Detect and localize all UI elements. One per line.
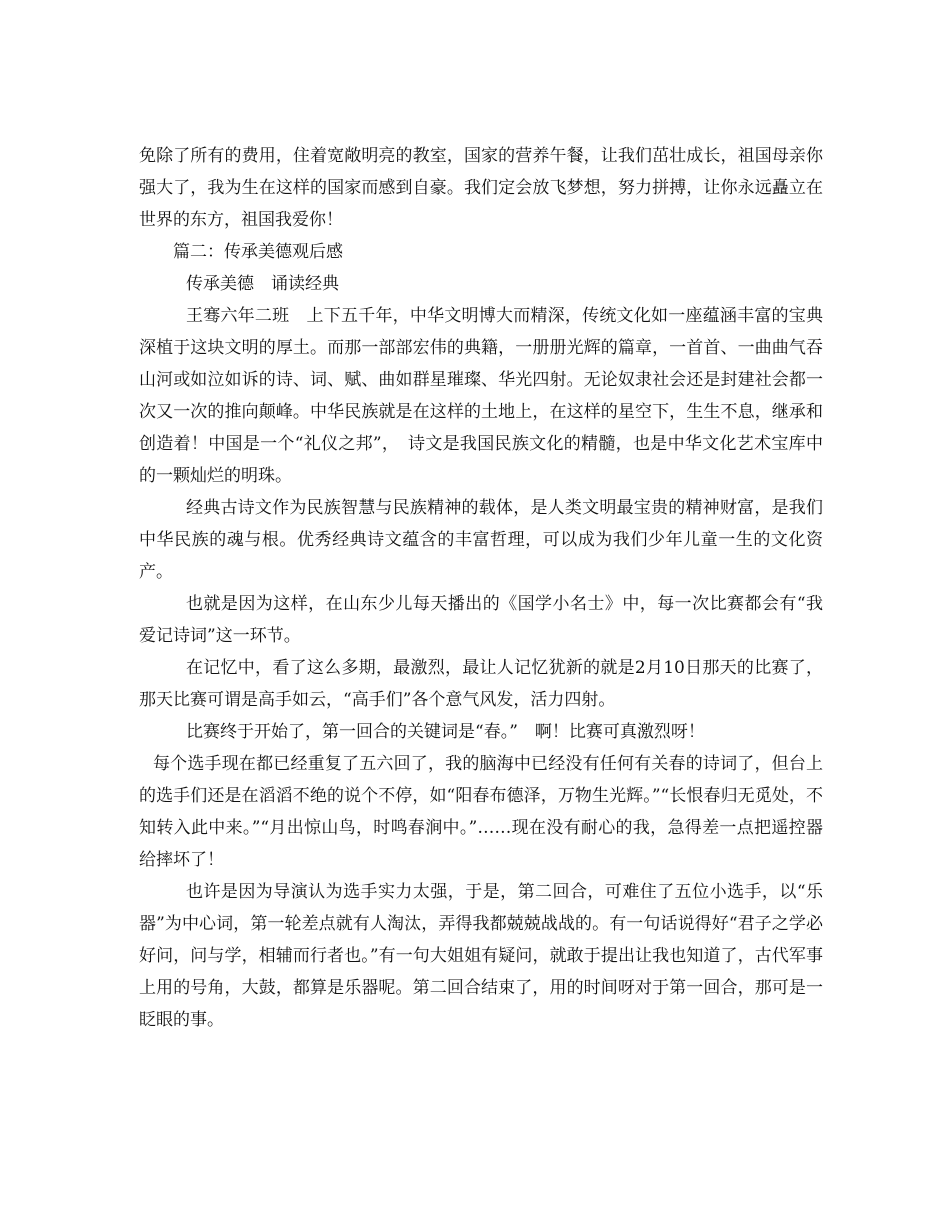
paragraph-round-one: 比赛终于开始了，第一回合的关键词是“春。” 啊！比赛可真激烈呀！ [186,722,705,742]
paragraph-intro: 王骞六年二班 上下五千年，中华文明博大而精深，传统文化如一座蕴涵丰富的宝典深植于这块文明的厚土。而那一部部宏伟的典籍，一册册光辉的篇章，一首首、一曲曲气吞山河或如泣如诉的诗、词、赋、曲如群星璀璨、华光四射。无论奴隶社会还是封建社会都一次又一次的推向颠峰。中华民族就是在这样的土地上，在这样的星空下，生生不息，继承和创造着！中国是一个“礼仪之邦”， 诗文是我国民族文化的精髓，也是中华文化艺术宝库中的一颗灿烂的明珠。 [139,306,823,486]
document-page [139,140,823,1036]
paragraph-tv-show: 也就是因为这样，在山东少儿每天播出的《国学小名士》中，每一次比赛都会有“我爱记诗词”这一环节。 [139,594,823,646]
section-heading: 篇二：传承美德观后感 [173,242,343,262]
essay-title: 传承美德 诵读经典 [186,274,339,294]
paragraph-classics: 经典古诗文作为民族智慧与民族精神的载体，是人类文明最宝贵的精神财富，是我们中华民族的魂与根。优秀经典诗文蕴含的丰富哲理，可以成为我们少年儿童一生的文化资产。 [139,498,823,582]
paragraph-contestants: 每个选手现在都已经重复了五六回了，我的脑海中已经没有任何有关春的诗词了，但台上的选手们还是在滔滔不绝的说个不停，如“阳春布德泽，万物生光辉。”“长恨春归无觅处，不知转入此中来。”“月出惊山鸟，时鸣春涧中。”……现在没有耐心的我，急得差一点把遥控器给摔坏了！ [139,754,823,870]
paragraph-round-two: 也许是因为导演认为选手实力太强，于是，第二回合，可难住了五位小选手，以“乐器”为中心词，第一轮差点就有人淘汰，弄得我都兢兢战战的。有一句话说得好“君子之学必好问，问与学，相辅而行者也。”有一句大姐姐有疑问，就敢于提出让我也知道了，古代军事上用的号角，大鼓，都算是乐器呢。第二回合结束了，用的时间呀对于第一回合，那可是一眨眼的事。 [139,882,823,1030]
paragraph-closing: 免除了所有的费用，住着宽敞明亮的教室，国家的营养午餐，让我们茁壮成长，祖国母亲你强大了，我为生在这样的国家而感到自豪。我们定会放飞梦想，努力拼搏，让你永远矗立在世界的东方，祖国我爱你！ [139,146,823,230]
paragraph-memory: 在记忆中，看了这么多期，最激烈，最让人记忆犹新的就是2月10日那天的比赛了，那天比赛可谓是高手如云，“高手们”各个意气风发，活力四射。 [139,658,823,710]
